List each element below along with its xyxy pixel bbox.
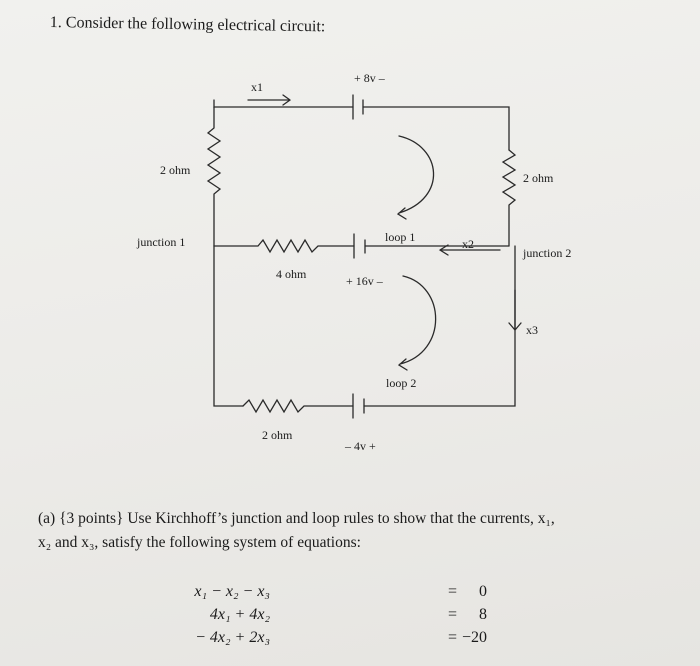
junction2-label: junction 2 [523, 246, 572, 260]
equation-3-equals: = [448, 629, 458, 646]
resistor-left-2ohm [208, 107, 220, 246]
problem-title: 1. Consider the following electrical circuit: [49, 14, 326, 36]
equation-1-lhs: x₁ − x₂ − x₃ [194, 583, 270, 600]
loop2-arrow [399, 276, 436, 370]
x1-arrow [248, 95, 290, 105]
x3-arrow [509, 290, 521, 330]
resistor-bottom-label: 2 ohm [262, 428, 293, 442]
equation-3-lhs: − 4x₂ + 2x₃ [195, 629, 270, 646]
battery-bottom-label: – 4v + [345, 439, 376, 453]
equation-2-equals: = [448, 606, 458, 623]
loop1-label: loop 1 [385, 230, 416, 244]
resistor-mid-label: 4 ohm [276, 267, 307, 281]
x3-label: x3 [526, 323, 538, 337]
battery-top-label: + 8v – [354, 71, 385, 85]
loop2-label: loop 2 [386, 376, 417, 390]
equation-1-equals: = [448, 583, 458, 600]
x2-label: x2 [462, 237, 474, 251]
question-line-1: (a) {3 points} Use Kirchhoff’s junction and loop rules to show that the currents, x₁, [38, 510, 555, 527]
equation-1-rhs: 0 [479, 583, 487, 600]
left-wire [214, 246, 243, 406]
equation-3-rhs: −20 [461, 629, 487, 646]
equation-2-rhs: 8 [479, 606, 487, 623]
x1-label: x1 [251, 80, 263, 94]
resistor-left-label: 2 ohm [160, 163, 191, 177]
junction1-label: junction 1 [137, 235, 186, 249]
resistor-right-label: 2 ohm [523, 171, 554, 185]
resistor-right-2ohm [503, 150, 515, 246]
resistor-bottom-2ohm [243, 400, 353, 412]
top-wire [214, 100, 509, 150]
loop1-arrow [398, 136, 434, 219]
question-line-2: x₂ and x₃, satisfy the following system of equations: [38, 534, 361, 551]
equation-2-lhs: 4x₁ + 4x₂ [209, 606, 270, 623]
battery-mid-label: + 16v – [346, 274, 383, 288]
